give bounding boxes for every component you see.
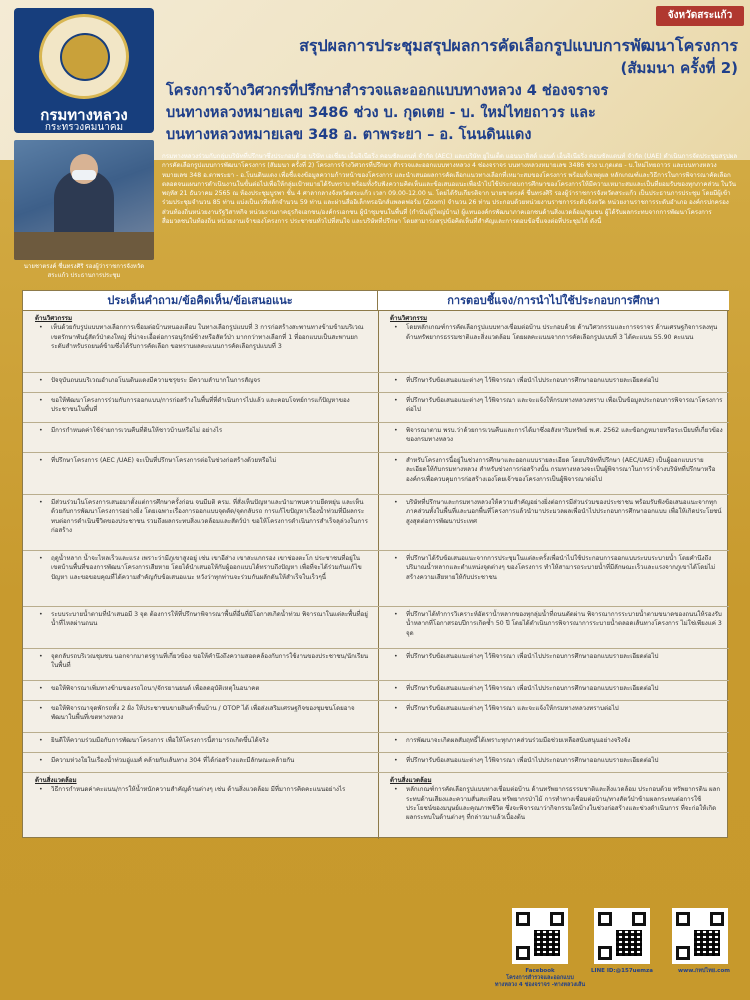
question-text: • ระบบระบายน้ำตามที่นำเสนอมี 3 จุด ต้องการให้ที่ปรึกษาพิจารณาพื้นที่อื่นที่มีโอกาสเกิดน้ำท่วม พิจารณาในแต่ละพื้นที่อยู่น้ำที่ไหลผ่านถนน	[35, 610, 370, 629]
facebook-label-line3: ทางหลวง 4 ช่องจราจร -ทางหลวงเส้น	[494, 982, 586, 988]
question-cell	[35, 376, 370, 385]
project-title	[166, 80, 738, 146]
answer-text: • ที่ปรึกษารับข้อเสนอแนะต่างๆ ไว้พิจารณา เพื่อนำไปประกอบการศึกษาออกแบบรายละเอียดต่อไป	[390, 756, 723, 765]
photo-caption: นายชาตรงค์ ชื่นทรงศิริ รองผู้ว่าราชการจังหวัดสระแก้ว ประธานการประชุม	[23, 263, 145, 279]
table-row	[23, 393, 729, 423]
intro-paragraph: กรมทางหลวงร่วมกับกลุ่มบริษัทที่ปรึกษาซึ่งประกอบด้วย บริษัท เอเชี่ยน เอ็นจิเนียริ่ง คอนซัลแตนท์ จำกัด (AEC) และบริษัท ยูไนเต็ด แอนนาลิสต์ แอนด์ เอ็นจิเนียริ่ง คอนซัลแตนท์ จำกัด (UAE) ดำเนินการจัดประชุมสรุปผลการคัดเลือกรูปแบบการพัฒนาโครงการ (สัมมนา ครั้งที่ 2) โครงการจ้างวิศวกรที่ปรึกษา สำรวจและออกแบบทางหลวง 4 ช่องจราจร บนทางหลวงหมายเลข 3486 ช่วง บ.กุดเตย - บ.ใหม่ไทยถาวร และบนทางหลวงหมายเลข 348 อ.ตาพระยา - อ.โนนดินแดง เพื่อชี้แจงข้อมูลความก้าวหน้าของโครงการ และนำเสนอผลการคัดเลือกแนวทางเลือกที่เหมาะสมของโครงการ พร้อมทั้งเหตุผล หลักเกณฑ์และวิธีการในการพิจารณาคัดเลือก ตลอดจนแผนการดำเนินงานในขั้นต่อไปเพื่อให้กลุ่มเป้าหมายได้รับทราบ พร้อมทั้งรับฟังความคิดเห็นและข้อเสนอแนะเพื่อนำไปใช้ประกอบการศึกษาของโครงการให้มีความเหมาะสมและเป็นที่ยอมรับของทุกภาคส่วน ในวันพฤหัส 21 ธันวาคม 2565 ณ ห้องประชุมบูรพา ชั้น 4 ศาลากลางจังหวัดสระแก้ว เวลา 09.00-12.00 น. โดยได้รับเกียรติจาก นายชาตรงค์ ชื่นทรงศิริ รองผู้ว่าราชการจังหวัดสระแก้ว เป็นประธานการประชุม โดยมีผู้เข้าร่วมประชุมจำนวน 85 ท่าน แบ่งเป็นเวทีหลักจำนวน 59 ท่าน และผ่านสื่ออิเล็กทรอนิกส์แพลตฟอร์ม (Zoom) จำนวน 26 ท่าน ประกอบด้วยหน่วยงานราชการระดับจังหวัด หน่วยงานราชการระดับอำเภอ องค์กรปกครองส่วนท้องถิ่นหน่วยงานรัฐวิสาหกิจ หน่วยงานภาคธุรกิจเอกชน/องค์กรเอกชน ผู้นำชุมชนในพื้นที่ (กำนัน/ผู้ใหญ่บ้าน) ผู้แทนองค์กรพัฒนาภาคเอกชนด้านสิ่งแวดล้อม/ชุมชน ผู้ได้รับผลกระทบจากการพัฒนาโครงการ สื่อมวลชนในท้องถิ่น หน่วยงานเจ้าของโครงการ ประชาชนทั่วไปที่สนใจ และบริษัทที่ปรึกษา โดยสามารถสรุปข้อคิดเห็นที่สำคัญและการตอบข้อชี้แจงต่อที่ประชุมได้ ดังนี้	[162, 153, 738, 226]
answer-text: • ที่ปรึกษาได้รับข้อเสนอแนะจากการประชุมในแต่ละครั้งเพื่อนำไปใช้ประกอบการออกแบบระบบระบายน้ำ โดยคำนึงถึงปริมาณน้ำหลากและตำแหน่งจุดต่างๆ ของโครงการ ทำให้สามารถระบายน้ำที่มีลักษณะเร็วและแรงจากภูเขาได้โดยไม่สร้างความเสียหายให้กับประชาชน	[390, 554, 723, 582]
logo-emblem-center	[60, 33, 110, 81]
question-cell	[35, 756, 370, 765]
logo-department-name: กรมทางหลวง	[40, 106, 128, 124]
question-text: • ขอให้พัฒนาโครงการร่วมกับการออกแบบ/การก่อสร้างในพื้นที่ที่ดำเนินการไปแล้ว และคอบโจทย์การแก้ปัญหาของประชาชนในพื้นที่	[35, 396, 370, 415]
table-row	[23, 701, 729, 733]
answer-text: • ที่ปรึกษารับข้อเสนอแนะต่างๆ ไว้พิจารณา และจะแจ้งให้กรมทางหลวงทราบต่อไป	[390, 704, 723, 713]
section-label: ด้านวิศวกรรม	[35, 315, 73, 322]
question-cell	[35, 396, 370, 415]
answer-cell	[390, 684, 723, 693]
project-title-line1: โครงการจ้างวิศวกรที่ปรึกษาสำรวจและออกแบบทางหลวง 4 ช่องจราจร	[166, 83, 609, 99]
question-text: • ฤดูน้ำหลาก น้ำจะไหลเร็วและแรง เพราะว่ามีภูเขาสูงอยู่ เช่น เขาอีส่าง เขาสะแกกรอง เขาช่องตะโก ประชาชนที่อยู่ในเขตบ้านพื้นที่ของการพัฒนาโครงการเสียหาย โดยได้นำเสนอให้กับผู้ออกแบบได้ทราบถึงปัญหา เพื่อที่จะได้ร่วมกันแก้ไขปัญหา และขอขอบคุณที่ได้ความสำคัญกับข้อเสนอแนะ หวังว่าทุกท่านจะร่วมกันผลักดันให้สำเร็จในเร็วๆนี้	[35, 554, 370, 582]
question-cell	[35, 736, 370, 745]
summary-table	[22, 290, 728, 838]
question-text: • ปัจจุบันถนนบริเวณอำเภอโนนดินแดงมีความชรุขระ มีความลำบากในการสัญจร	[35, 376, 370, 385]
answer-text: • ที่ปรึกษารับข้อเสนอแนะต่างๆ ไว้พิจารณา เพื่อนำไปประกอบการศึกษาออกแบบรายละเอียดต่อไป	[390, 652, 723, 661]
answer-text: • สำหรับโครงการนี้อยู่ในช่วงการศึกษาและออกแบบรายละเอียด โดยบริษัทที่ปรึกษา (AEC/UAE) เป็นผู้ออกแบบรายละเอียดให้กับกรมทางหลวง สำหรับช่วงการก่อสร้างนั้น กรมทางหลวงจะเป็นผู้พิจารณาในการว่าจ้างบริษัทที่ปรึกษาหรือองค์กรเพื่อควบคุมการก่อสร้างเองโดยเจ้าของโครงการเป็นผู้พิจารณาต่อไป	[390, 456, 723, 484]
answer-cell	[390, 652, 723, 661]
question-cell	[35, 456, 370, 465]
table-row	[23, 423, 729, 453]
answer-text: • ที่ปรึกษาได้ทำการวิเคราะห์อัตราน้ำหลากของทุกลุ่มน้ำที่ถนนตัดผ่าน พิจารณาการระบายน้ำตามขนาดของถนนให้รองรับน้ำหลากที่โอกาสรอบปีการเกิดซ้ำ 50 ปี โดยได้ดำเนินการพิจารณาการระบายน้ำตลอดเส้นทางโครงการ ไม่ใช่เพียงแค่ 3 จุด	[390, 610, 723, 638]
section-label: ด้านสิ่งแวดล้อม	[390, 777, 432, 784]
table-row	[23, 649, 729, 681]
facebook-qr-code-icon[interactable]	[512, 908, 568, 964]
chairman-photo	[14, 140, 154, 260]
question-cell	[35, 498, 370, 535]
answer-text: • บริษัทที่ปรึกษาและกรมทางหลวงให้ความสำคัญอย่างยิ่งต่อการมีส่วนร่วมของประชาชน พร้อมรับฟังข้อเสนอแนะจากทุกภาคส่วนทั้งในพื้นที่และนอกพื้นที่โครงการแล้วนำมาประมวลผลเพื่อนำไปประกอบการศึกษาออกแบบ เพื่อให้เกิดประโยชน์สูงสุดต่อการพัฒนาประเทศ	[390, 498, 723, 526]
question-cell	[35, 776, 370, 795]
answer-text: • โดยหลักเกณฑ์การคัดเลือกรูปแบบทางเชื่อมต่อบ้าน ประกอบด้วย ด้านวิศวกรรมและการจราจร ด้านเศรษฐกิจการลงทุน ด้านทรัพยากรธรรมชาติและสิ่งแวดล้อม โดยผลคะแนนจากการคัดเลือกรูปแบบที่ 3 ได้คะแนน 55.90 คะแนน	[390, 323, 723, 342]
question-text: • ยินดีให้ความร่วมมือกับการพัฒนาโครงการ เพื่อให้โครงการนี้สามารถเกิดขึ้นได้จริง	[35, 736, 370, 745]
question-text: • มีส่วนร่วมในโครงการเสนอมาตั้งแต่การศึกษาครั้งก่อน จนมีมติ ครม. ที่สั่งเห็นปัญหาและนำมาพบความยืดหยุ่น และเห็นด้วยกับการพัฒนาโครงการอย่างยิ่ง โดยเฉพาะเรื่องการออกแบบจุดตัด/จุดกลับรถ การแก้ไขปัญหาเรื่องน้ำท่วมที่มีผลกระทบต่อการดำเนินชีวิตของประชาชน รวมถึงผลกระทบสิ่งแวดล้อมและสัตว์ป่า ขอให้โครงการดำเนินการสำเร็จลุล่วงในการก่อสร้าง	[35, 498, 370, 535]
line-id-label: LINE ID:@157uemza	[591, 968, 653, 974]
answer-cell	[390, 426, 723, 445]
facebook-qr-label	[490, 968, 590, 989]
photo-mask	[72, 170, 96, 180]
facebook-label: Facebook	[525, 968, 555, 974]
answer-cell	[390, 776, 723, 822]
table-row	[23, 607, 729, 649]
answer-cell	[390, 314, 723, 342]
answer-text: • ที่ปรึกษารับข้อเสนอแนะต่างๆ ไว้พิจารณา และจะแจ้งให้กรมทางหลวงทราบ เพื่อเป็นข้อมูลประกอบการพิจารณาโครงการต่อไป	[390, 396, 723, 415]
line-qr-code-icon[interactable]	[594, 908, 650, 964]
question-text: • เห็นด้วยกับรูปแบบทางเลือกการเชื่อมต่อบ้านหนองเตือบ ในทางเลือกรูปแบบที่ 3 การก่อสร้างสะพานทางข้ามข้ามบริเวณเขตรักษาพันธุ์สัตว์ป่าดงใหญ่ ที่น่าจะเอื้อต่อการอนุรักษ์ช้างหรือสัตว์ป่า มากกว่าทางเลือกที่ 1 ที่ออกแบบเป็นสะพานยกระดับสำหรับรถยนต์ข้ามซึ่งได้รับการคัดเลือก ขอทราบผลคะแนนการคัดเลือกรูปแบบที่ 3	[35, 323, 370, 351]
province-badge: จังหวัดสระแก้ว	[656, 6, 744, 26]
department-logo	[14, 8, 154, 133]
answer-cell	[390, 396, 723, 415]
question-text: • มีการกำหนดค่าใช้จ่ายการเวนคืนที่ดินให้ชาวบ้านหรือไม่ อย่างไร	[35, 426, 370, 435]
answer-cell	[390, 736, 723, 745]
facebook-label-line2: โครงการสำรวจและออกแบบ	[506, 975, 574, 981]
website-label: www.กทบ่ไทย.com	[678, 968, 730, 974]
question-cell	[35, 426, 370, 435]
question-text: • มีความห่วงใยในเรื่องน้ำท่วมอู่แมศ์ คล้ายกับเส้นทาง 304 ที่ได้ก่อสร้างและมีลักษณะคล้ายกัน	[35, 756, 370, 765]
project-title-line2: บนทางหลวงหมายเลข 3486 ช่วง บ. กุดเตย - บ. ใหม่ไทยถาวร และ	[166, 105, 596, 121]
website-qr-code-icon[interactable]	[672, 908, 728, 964]
answer-text: • ที่ปรึกษารับข้อเสนอแนะต่างๆ ไว้พิจารณา เพื่อนำไปประกอบการศึกษาออกแบบรายละเอียดต่อไป	[390, 376, 723, 385]
table-row	[23, 551, 729, 607]
table-row	[23, 373, 729, 393]
answer-cell	[390, 456, 723, 484]
answer-cell	[390, 610, 723, 638]
table-row	[23, 453, 729, 495]
logo-ministry-name: กระทรวงคมนาคม	[44, 122, 124, 133]
table-header-questions: ประเด็นคำถาม/ข้อคิดเห็น/ข้อเสนอแนะ	[23, 291, 378, 311]
question-cell	[35, 704, 370, 723]
question-text: • จุดกลับรถบริเวณชุมชน นอกจากมาตรฐานที่เกี่ยวข้อง ขอให้คำนึงถึงความสอดคล้องกับการใช้งานของประชาชน/นักเรียนในพื้นที่	[35, 652, 370, 671]
question-text: • ขอให้พิจารณาเพิ่มทางข้ามของรถไถนา/จักรยานยนต์ เพื่อลดอุบัติเหตุในอนาคต	[35, 684, 370, 693]
main-title-subtitle: (สัมมนา ครั้งที่ 2)	[620, 59, 738, 77]
table-row	[23, 681, 729, 701]
logo-emblem-icon	[39, 14, 129, 99]
question-text: • วิธีการกำหนดค่าคะแนน/การให้น้ำหนักความสำคัญด้านต่างๆ เช่น ด้านสิ่งแวดล้อม มีที่มาการคิดคะแนนอย่างไร	[35, 785, 370, 794]
question-cell	[35, 684, 370, 693]
question-cell	[35, 652, 370, 671]
answer-text: • พิจารณาตาม พรบ.ว่าด้วยการเวนคืนและการได้มาซึ่งอสังหาริมทรัพย์ พ.ศ. 2562 และข้อกฎหมายหรือระเบียบที่เกี่ยวข้องของกรมทางหลวง	[390, 426, 723, 445]
question-text: • ที่ปรึกษาโครงการ (AEC /UAE) จะเป็นที่ปรึกษาโครงการต่อในช่วงก่อสร้างด้วยหรือไม่	[35, 456, 370, 465]
table-row	[23, 753, 729, 773]
table-row	[23, 311, 729, 373]
main-title: สรุปผลการประชุมสรุปผลการคัดเลือกรูปแบบการพัฒนาโครงการ	[299, 36, 738, 55]
answer-text: • การพัฒนาจะเกิดผลสัมฤทธิ์ได้เพราะทุกภาคส่วนร่วมมือช่วยเหลือสนับสนุนอย่างจริงจัง	[390, 736, 723, 745]
question-cell	[35, 610, 370, 629]
answer-text: • ที่ปรึกษารับข้อเสนอแนะต่างๆ ไว้พิจารณา เพื่อนำไปประกอบการศึกษาออกแบบรายละเอียดต่อไป	[390, 684, 723, 693]
photo-desk	[14, 232, 154, 260]
answer-cell	[390, 554, 723, 582]
answer-cell	[390, 704, 723, 713]
question-text: • ขอให้พิจารณาจุดพักรถทั้ง 2 ฝั่ง ให้ประชาชนขายสินค้าพื้นบ้าน / OTOP ได้ เพื่อส่งเสริมเศรษฐกิจของชุมชนโดยอาจพัฒนาในพื้นที่เขตทางหลวง	[35, 704, 370, 723]
question-cell	[35, 554, 370, 582]
project-title-line3: บนทางหลวงหมายเลข 348 อ. ตาพระยา – อ. โนนดินแดง	[166, 127, 532, 143]
answer-cell	[390, 756, 723, 765]
answer-cell	[390, 498, 723, 526]
question-cell	[35, 314, 370, 351]
section-label: ด้านวิศวกรรม	[390, 315, 428, 322]
table-row	[23, 495, 729, 551]
answer-cell	[390, 376, 723, 385]
table-row	[23, 773, 729, 839]
table-row	[23, 733, 729, 753]
answer-text: • หลักเกณฑ์การคัดเลือกรูปแบบทางเชื่อมต่อบ้าน ด้านทรัพยากรธรรมชาติและสิ่งแวดล้อม ประกอบด้วย ทรัพยากรดิน ผลกระทบด้านเสียงและความสั่นสะเทือน ทรัพยากรป่าไม้ การทำทางเชื่อมต่อบ้าน/ทางสัตว์ป่าข้ามผลกระทบต่อการใช้ประโยชน์ของมนุษย์และคุณภาพชีวิต ซึ่งจะพิจารณาว่ากิจกรรมใดบ้างในช่วงก่อสร้างและช่วงดำเนินการ ที่จะก่อให้เกิดผลกระทบในด้านต่างๆ ที่กล่าวมาแล้วเบื้องต้น	[390, 785, 723, 822]
table-header-answers: การตอบชี้แจง/การนำไปใช้ประกอบการศึกษา	[378, 291, 729, 311]
section-label: ด้านสิ่งแวดล้อม	[35, 777, 77, 784]
